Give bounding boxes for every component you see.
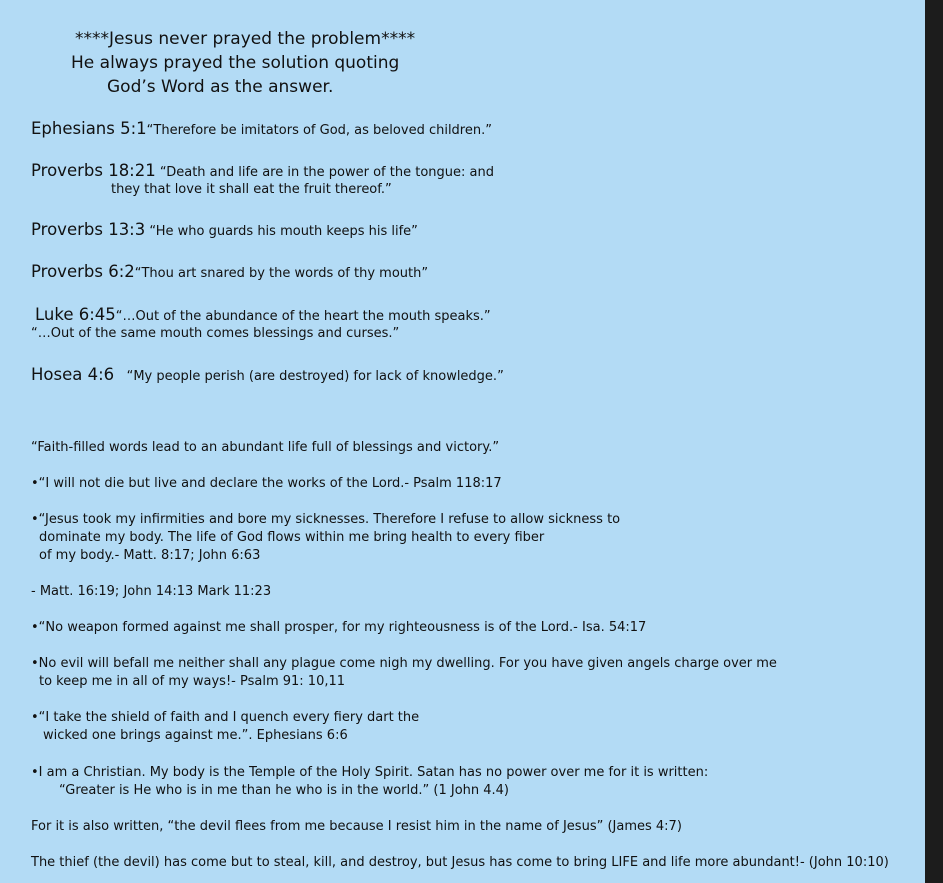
scripture-luke (35, 305, 491, 325)
scripture-ephesians (31, 119, 492, 139)
confession-6-line-1: •“I take the shield of faith and I quench every fiery dart the (31, 710, 420, 725)
confession-3: - Matt. 16:19; John 14:13 Mark 11:23 (31, 584, 272, 599)
scripture-ref: Luke 6:45 (35, 305, 116, 324)
header-line-3: God’s Word as the answer. (107, 77, 334, 97)
header-line-1: ****Jesus never prayed the problem**** (75, 29, 416, 49)
confession-5-line-1: •No evil will befall me neither shall any plague come nigh my dwelling. For you have given angels charge over me (31, 656, 777, 671)
scripture-text-cont: they that love it shall eat the fruit thereof.” (111, 182, 392, 197)
scripture-text: “Thou art snared by the words of thy mouth” (134, 266, 429, 281)
confession-7-line-2: “Greater is He who is in me than he who is in the world.” (1 John 4.4) (59, 783, 509, 798)
right-edge-bar (925, 0, 943, 883)
header-line-2: He always prayed the solution quoting (71, 53, 400, 73)
confession-intro: “Faith-filled words lead to an abundant life full of blessings and victory.” (31, 440, 500, 455)
scripture-ref: Hosea 4:6 (31, 365, 115, 384)
scripture-hosea (31, 365, 504, 385)
scripture-text-cont: “…Out of the same mouth comes blessings and curses.” (31, 326, 400, 341)
confession-5-line-2: to keep me in all of my ways!- Psalm 91: 10,11 (39, 674, 346, 689)
scripture-text: “Therefore be imitators of God, as beloved children.” (146, 123, 492, 138)
confession-4: •“No weapon formed against me shall prosper, for my righteousness is of the Lord.- Isa. 54:17 (31, 620, 647, 635)
scripture-text: “My people perish (are destroyed) for lack of knowledge.” (126, 369, 504, 384)
scripture-ref: Proverbs 18:21 (31, 161, 156, 180)
scripture-ref: Ephesians 5:1 (31, 119, 147, 138)
scripture-text: “…Out of the abundance of the heart the mouth speaks.” (115, 309, 491, 324)
confession-6-line-2: wicked one brings against me.”. Ephesians 6:6 (43, 728, 348, 743)
scripture-proverbs-6 (31, 262, 428, 282)
scripture-ref: Proverbs 6:2 (31, 262, 135, 281)
confession-2-line-1: •“Jesus took my infirmities and bore my sicknesses. Therefore I refuse to allow sickness to (31, 512, 621, 527)
confession-9: The thief (the devil) has come but to steal, kill, and destroy, but Jesus has come to bring LIFE and life more abundant!- (John 10:10) (31, 855, 889, 870)
confession-8: For it is also written, “the devil flees from me because I resist him in the name of Jesus” (James 4:7) (31, 819, 682, 834)
scripture-text: “He who guards his mouth keeps his life” (149, 224, 418, 239)
confession-2-line-3: of my body.- Matt. 8:17; John 6:63 (39, 548, 261, 563)
scripture-ref: Proverbs 13:3 (31, 220, 146, 239)
scripture-proverbs-18 (31, 161, 494, 181)
confession-7-line-1: •I am a Christian. My body is the Temple of the Holy Spirit. Satan has no power over me for it is written: (31, 765, 709, 780)
confession-1: •“I will not die but live and declare the works of the Lord.- Psalm 118:17 (31, 476, 502, 491)
scripture-proverbs-13 (31, 220, 418, 240)
confession-2-line-2: dominate my body. The life of God flows within me bring health to every fiber (39, 530, 545, 545)
scripture-text: “Death and life are in the power of the tongue: and (159, 165, 494, 180)
